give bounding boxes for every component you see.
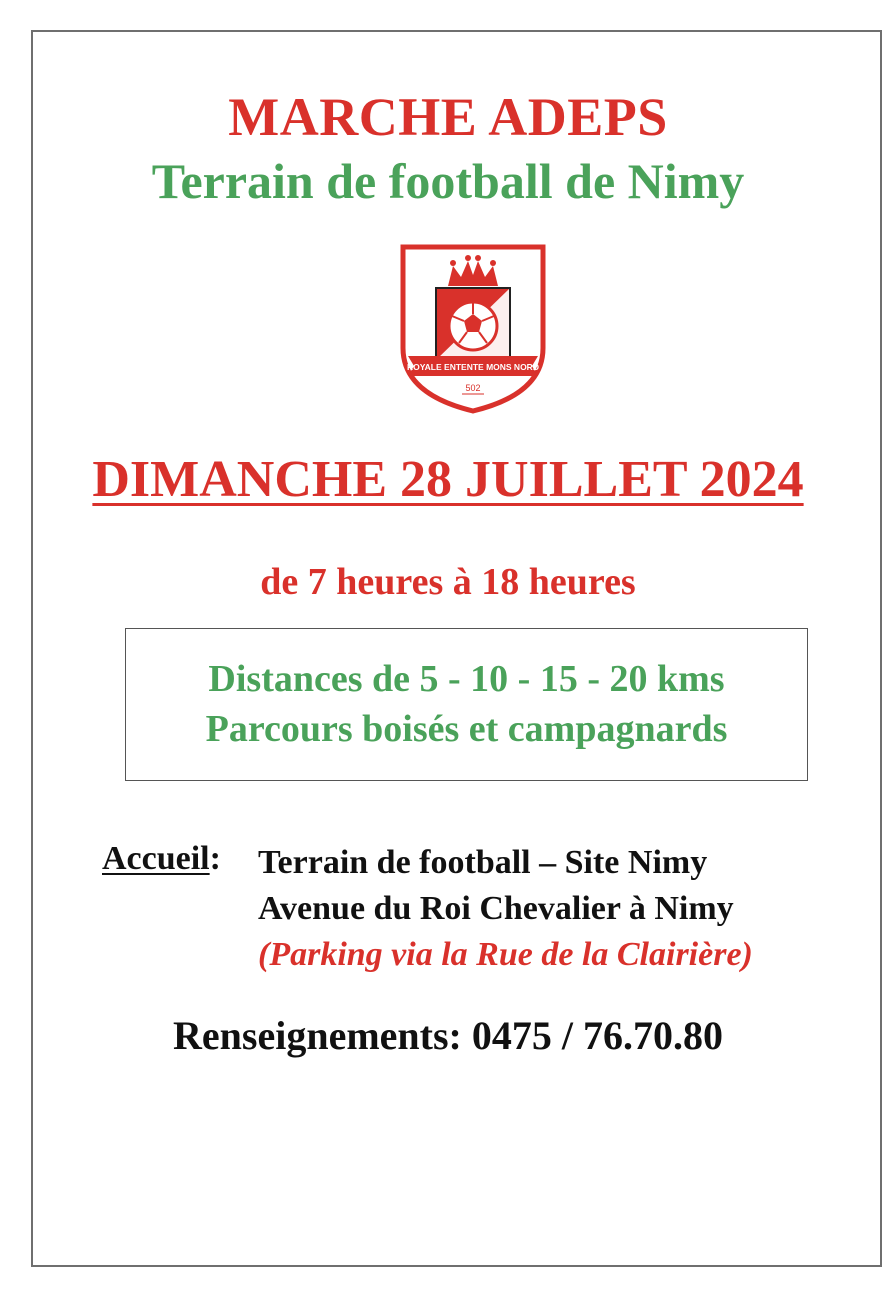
football-icon: [449, 302, 497, 350]
club-logo: [400, 244, 546, 414]
poster-subtitle: Terrain de football de Nimy: [151, 153, 745, 209]
welcome-line-address: Avenue du Roi Chevalier à Nimy: [258, 890, 734, 927]
welcome-label: Accueil: [102, 840, 210, 877]
poster-title: MARCHE ADEPS: [228, 87, 668, 147]
welcome-line-venue: Terrain de football – Site Nimy: [258, 844, 708, 881]
club-crest-icon: [400, 244, 546, 414]
contact-info: Renseignements: 0475 / 76.70.80: [173, 1013, 723, 1058]
welcome-separator: :: [209, 840, 221, 877]
distances-text: Distances de 5 - 10 - 15 - 20 kms: [208, 658, 725, 700]
welcome-heading: [102, 840, 221, 878]
welcome-address: [258, 840, 753, 978]
event-date: DIMANCHE 28 JUILLET 2024: [92, 451, 804, 508]
welcome-line-parking: (Parking via la Rue de la Clairière): [258, 936, 753, 973]
logo-number-text: 502: [465, 383, 481, 393]
logo-banner-text: ROYALE ENTENTE MONS NORD: [407, 362, 539, 372]
routes-text: Parcours boisés et campagnards: [205, 708, 728, 750]
event-hours: de 7 heures à 18 heures: [260, 561, 636, 603]
distances-box: [125, 628, 808, 781]
